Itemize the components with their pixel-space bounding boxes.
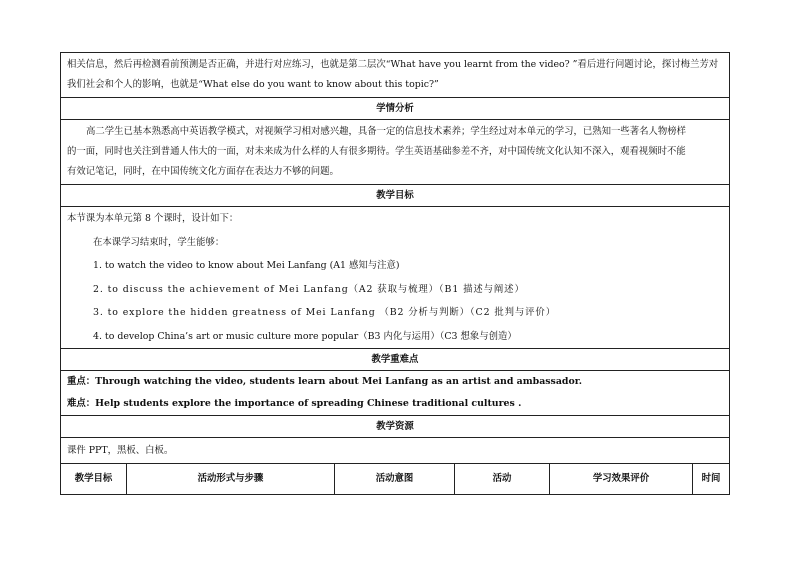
objectives-intro: 本节课为本单元第 8 个课时，设计如下： (67, 213, 239, 224)
resources-section (61, 438, 729, 464)
intro-section (61, 53, 729, 98)
header-teaching-objective: 教学目标 (61, 464, 127, 494)
objective-item-3: 3. to explore the hidden greatness of Mei Lanfang （B2 分析与判断）（C2 批判与评价） (93, 307, 556, 318)
objectives-section (61, 207, 729, 349)
lesson-plan-table (60, 52, 730, 495)
difficult-point-text: Help students explore the importance of spreading Chinese traditional cultures . (95, 398, 522, 409)
key-points-section (61, 371, 729, 416)
objective-item-2: 2. to discuss the achievement of Mei Lanfang（A2 获取与梳理）（B1 描述与阐述） (93, 283, 525, 295)
header-learning-evaluation: 学习效果评价 (550, 464, 693, 494)
objectives-heading: 教学目标 (61, 185, 729, 207)
activity-table-header (61, 464, 729, 494)
resources-text: 课件 PPT，黑板、白板。 (67, 445, 174, 456)
difficult-point-line (67, 393, 723, 415)
key-point-label: 重点： (67, 376, 96, 387)
key-point-text: Through watching the video, students learn about Mei Lanfang as an artist and ambassador. (95, 376, 583, 387)
objective-item-4: 4. to develop China’s art or music culture more popular（B3 内化与运用）（C3 想象与创造） (93, 330, 517, 342)
learner-analysis-section (61, 120, 729, 185)
header-activity-intent: 活动意图 (335, 464, 455, 494)
difficult-point-label: 难点： (67, 398, 96, 409)
learner-analysis-heading: 学情分析 (61, 98, 729, 120)
learner-analysis-line-2: 的一面，同时也关注到普通人伟大的一面，对未来成为什么样的人有很多期待。学生英语基础参差不齐，对中国传统文化认知不深入，观看视频时不能 (67, 146, 686, 157)
key-point-line (67, 371, 723, 393)
header-activity-steps: 活动形式与步骤 (127, 464, 335, 494)
header-time: 时间 (701, 473, 721, 484)
header-activity: 活动 (455, 464, 550, 494)
objectives-lead: 在本课学习结束时，学生能够： (93, 236, 225, 248)
intro-line-2: 我们社会和个人的影响，也就是“What else do you want to know about this topic?” (67, 79, 439, 90)
learner-analysis-line-1: 高二学生已基本熟悉高中英语教学模式，对视频学习相对感兴趣，具备一定的信息技术素养；学生经过对本单元的学习，已熟知一些著名人物榜样 (86, 126, 687, 137)
resources-heading: 教学资源 (61, 416, 729, 438)
intro-line-1: 相关信息，然后再检测看前预测是否正确，并进行对应练习，也就是第二层次“What have you learnt from the video? ”看后进行问题讨论，探讨梅兰芳对 (67, 59, 719, 70)
learner-analysis-line-3: 有效记笔记，同时，在中国传统文化方面存在表达力不够的问题。 (67, 166, 339, 177)
key-points-heading: 教学重难点 (61, 349, 729, 371)
objective-item-1: 1. to watch the video to know about Mei Lanfang (A1 感知与注意) (93, 260, 400, 271)
